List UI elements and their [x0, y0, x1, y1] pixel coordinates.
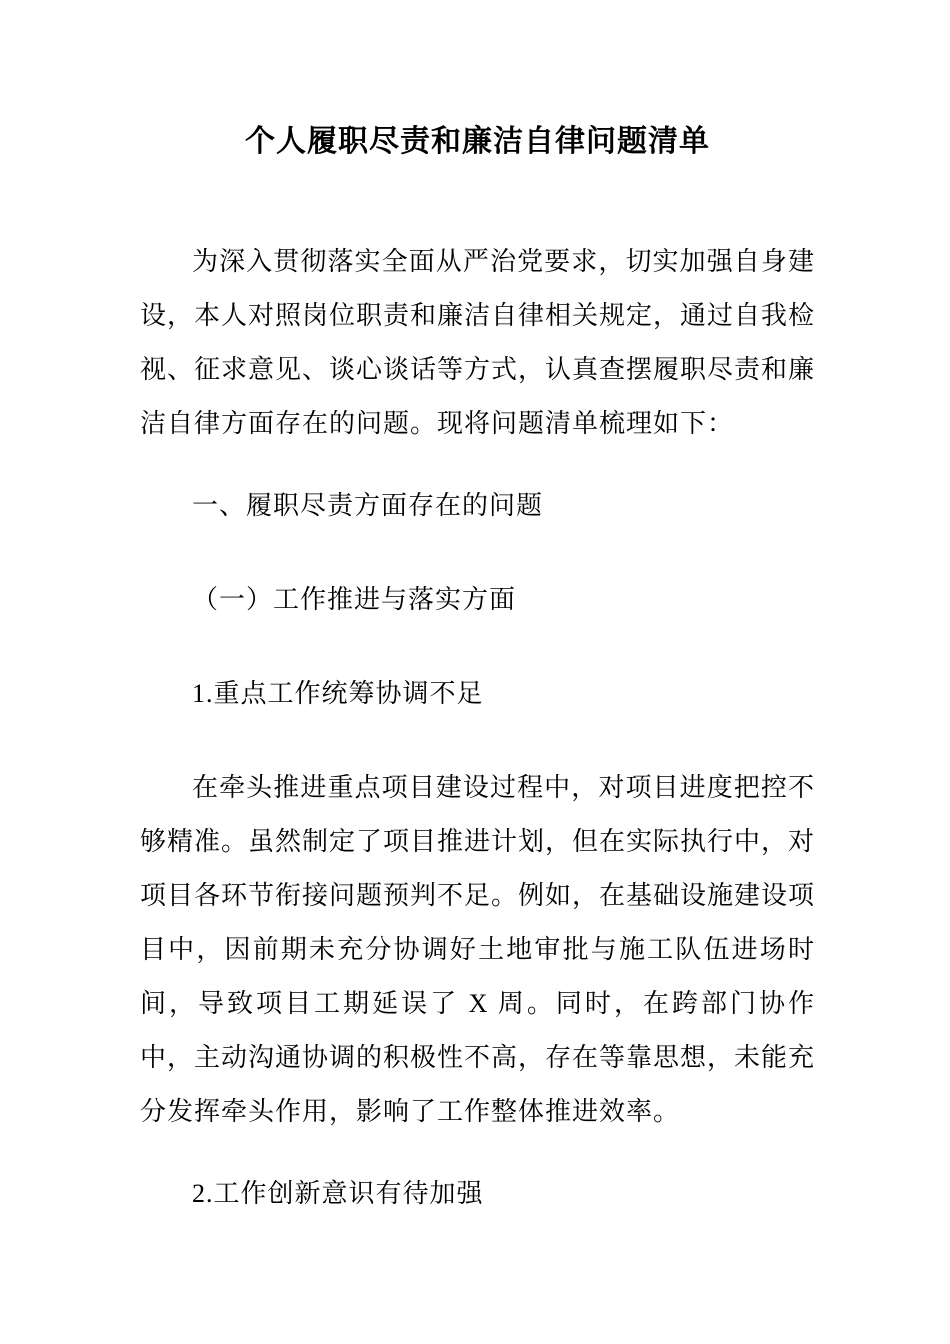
- document-title: 个人履职尽责和廉洁自律问题清单: [245, 125, 710, 158]
- intro-paragraph: 为深入贯彻落实全面从严治党要求，切实加强自身建设，本人对照岗位职责和廉洁自律相关规定，通过自我检视、征求意见、谈心谈话等方式，认真查摆履职尽责和廉洁自律方面存在的问题。现将问题清单梳理如下：: [140, 247, 816, 438]
- point-2-heading: 2.工作创新意识有待加强: [192, 1179, 484, 1208]
- point-1-heading: 1.重点工作统筹协调不足: [192, 679, 484, 708]
- subsection-1-1-heading: （一）工作推进与落实方面: [192, 585, 517, 614]
- point-1-body: 在牵头推进重点项目建设过程中，对项目进度把控不够精准。虽然制定了项目推进计划，但在实际执行中，对项目各环节衔接问题预判不足。例如，在基础设施建设项目中，因前期未充分协调好土地审批与施工队伍进场时间，导致项目工期延误了 X 周。同时，在跨部门协作中，主动沟通协调的积极性不高，存在等靠思想，未能充分发挥牵头作用，影响了工作整体推进效率。: [140, 773, 816, 1126]
- section-1-heading: 一、履职尽责方面存在的问题: [192, 491, 544, 520]
